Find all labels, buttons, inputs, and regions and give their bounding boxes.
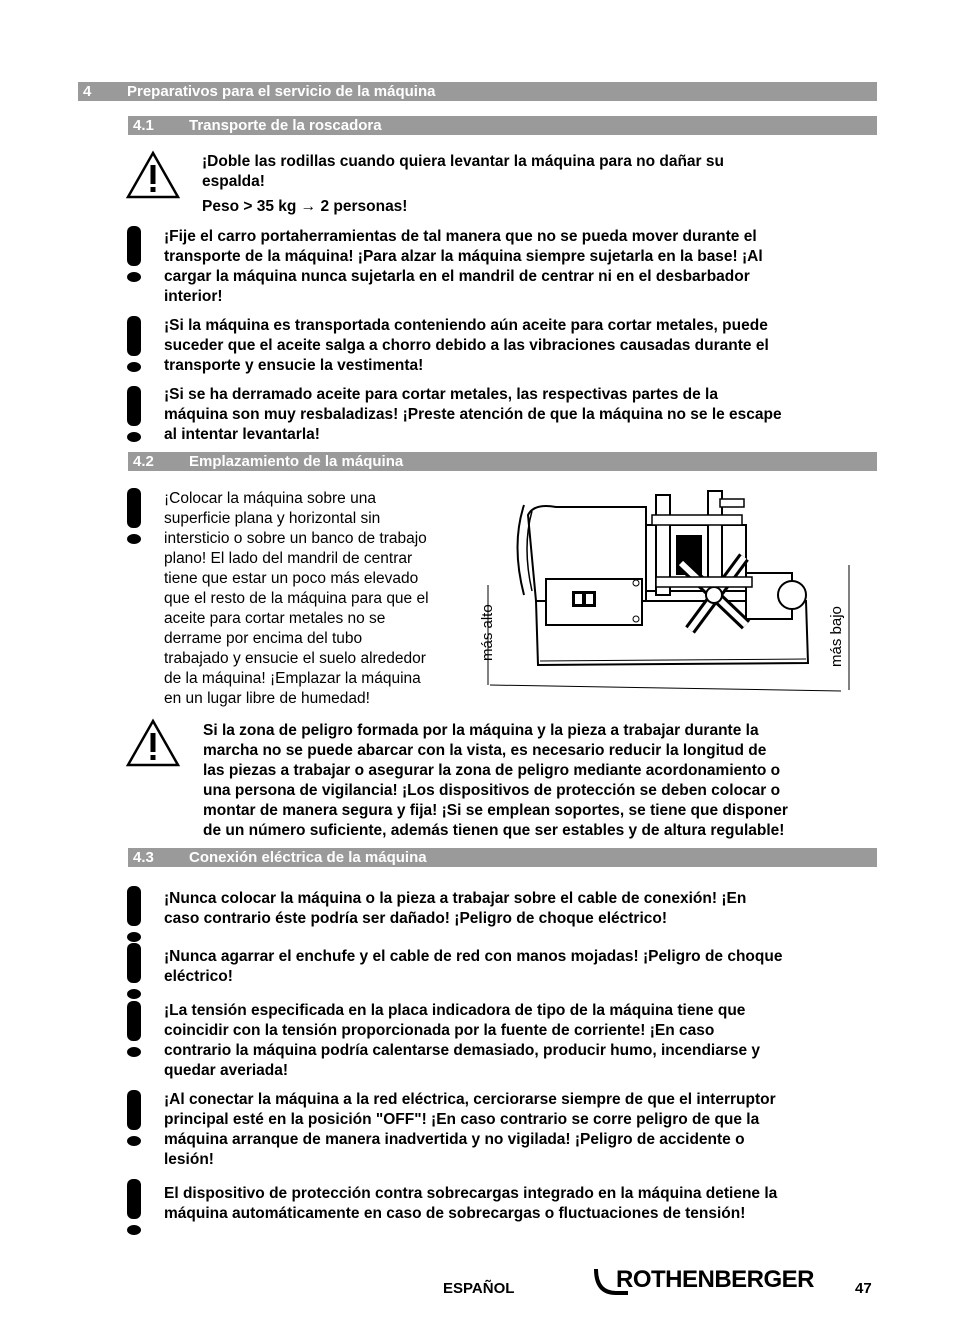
text-line: de la máquina! ¡Emplazar la máquina (164, 670, 421, 687)
text-line: una persona de vigilancia! ¡Los dispositivos de protección se deben colocar o (203, 782, 781, 799)
text-line: transporte de la máquina! ¡Para alzar la máquina siempre sujetarla en la base! ¡Al (164, 248, 763, 265)
text-line: lesión! (164, 1151, 214, 1168)
text-line: intersticio o sobre un banco de trabajo (164, 530, 427, 547)
text-line: las piezas a trabajar o asegurar la zona de peligro mediante acordonamiento o (203, 762, 781, 779)
note-cable (164, 889, 874, 929)
text-line: superficie plana y horizontal sin (164, 510, 381, 527)
exclamation-icon (124, 488, 144, 546)
section-header (78, 82, 877, 101)
text-line: caso contrario éste podría ser dañado! ¡Peligro de choque eléctrico! (164, 910, 668, 927)
note-oil-slippery (164, 385, 874, 445)
note-wet-hands (164, 947, 874, 987)
subsection-number: 4.2 (133, 453, 154, 470)
warning-danger-zone (203, 721, 883, 841)
text-line: ¡Fije el carro portaherramientas de tal manera que no se pueda mover durante el (164, 228, 757, 245)
text-line: suceder que el aceite salga a chorro debido a las vibraciones causadas durante el (164, 337, 769, 354)
text-line: espalda! (202, 173, 265, 190)
subsection-title: Transporte de la roscadora (189, 117, 382, 134)
footer-language: ESPAÑOL (443, 1280, 515, 1297)
subsection-header-4-1 (128, 116, 877, 135)
note-oil-spray (164, 316, 874, 376)
placement-paragraph (164, 489, 474, 709)
exclamation-icon (124, 226, 144, 284)
text-line: de un número suficiente, además tienen que ser estables y de altura regulable! (203, 822, 785, 839)
text-line: transporte y ensucie la vestimenta! (164, 357, 424, 374)
text-line: principal esté en la posición "OFF"! ¡En caso contrario se corre peligro de que la (164, 1111, 760, 1128)
note-carriage (164, 227, 874, 307)
text-line: quedar averiada! (164, 1062, 289, 1079)
note-voltage (164, 1001, 874, 1081)
text-line: en un lugar libre de humedad! (164, 690, 370, 707)
text-line: coincidir con la tensión proporcionada por la fuente de corriente! ¡En caso (164, 1022, 715, 1039)
text-line: máquina arranque de manera inadvertida y no vigilada! ¡Peligro de accidente o (164, 1131, 745, 1148)
text-line: ¡Si se ha derramado aceite para cortar metales, las respectivas partes de la (164, 386, 718, 403)
warning-triangle-icon (125, 150, 181, 200)
text-line: ¡Si la máquina es transportada conteniendo aún aceite para cortar metales, puede (164, 317, 768, 334)
text-line: El dispositivo de protección contra sobrecargas integrado en la máquina detiene la (164, 1185, 778, 1202)
exclamation-icon (124, 1090, 144, 1148)
subsection-title: Emplazamiento de la máquina (189, 453, 404, 470)
section-number: 4 (83, 83, 92, 100)
label-low: más bajo (828, 606, 845, 667)
text-line: contrario la máquina podría calentarse demasiado, producir humo, incendiarse y (164, 1042, 761, 1059)
brand-name: ROTHENBERGER (616, 1266, 815, 1293)
text-line: tiene que estar un poco más elevado (164, 570, 419, 587)
text-line: eléctrico! (164, 968, 233, 985)
subsection-number: 4.1 (133, 117, 154, 134)
text-line: ¡Al conectar la máquina a la red eléctrica, cerciorarse siempre de que el interruptor (164, 1091, 776, 1108)
text-line: Si la zona de peligro formada por la máquina y la pieza a trabajar durante la (203, 722, 759, 739)
text-line: ¡Nunca colocar la máquina o la pieza a trabajar sobre el cable de conexión! ¡En (164, 890, 747, 907)
text-line: ¡Nunca agarrar el enchufe y el cable de red con manos mojadas! ¡Peligro de choque (164, 948, 783, 965)
text-line: montar de manera segura y fija! ¡Si se emplean soportes, se tiene que disponer (203, 802, 788, 819)
exclamation-icon (124, 386, 144, 444)
page-number: 47 (855, 1280, 872, 1297)
machine-illustration (476, 485, 854, 693)
section-title: Preparativos para el servicio de la máquina (127, 83, 436, 100)
text-line: ¡Doble las rodillas cuando quiera levantar la máquina para no dañar su (202, 153, 724, 170)
label-high: más alto (479, 604, 496, 661)
text-line: al intentar levantarla! (164, 426, 320, 443)
exclamation-icon (124, 1179, 144, 1237)
text-line: máquina automáticamente en caso de sobrecargas o fluctuaciones de tensión! (164, 1205, 746, 1222)
text-line: plano! El lado del mandril de centrar (164, 550, 413, 567)
text-line: derrame por encima del tubo (164, 630, 363, 647)
subsection-header-4-2 (128, 452, 877, 471)
text-line: máquina son muy resbaladizas! ¡Preste atención de que la máquina no se le escape (164, 406, 782, 423)
weight-note: Peso > 35 kg → 2 personas! (202, 198, 408, 215)
rothenberger-logo (594, 1261, 834, 1299)
note-switch-off (164, 1090, 874, 1170)
exclamation-icon (124, 886, 144, 944)
note-overload (164, 1184, 874, 1224)
warning-text-lift (202, 152, 872, 192)
subsection-title: Conexión eléctrica de la máquina (189, 849, 427, 866)
subsection-header-4-3 (128, 848, 877, 867)
text-line: marcha no se puede abarcar con la vista, es necesario reducir la longitud de (203, 742, 767, 759)
text-line: cargar la máquina nunca sujetarla en el mandril de centrar ni en el desbarbador (164, 268, 750, 285)
exclamation-icon (124, 1001, 144, 1059)
text-line: ¡La tensión especificada en la placa indicadora de tipo de la máquina tiene que (164, 1002, 746, 1019)
text-line: aceite para cortar metales no se (164, 610, 386, 627)
exclamation-icon (124, 316, 144, 374)
text-line: interior! (164, 288, 223, 305)
text-line: trabajado y ensucie el suelo alrededor (164, 650, 426, 667)
exclamation-icon (124, 943, 144, 1001)
subsection-number: 4.3 (133, 849, 154, 866)
text-line: que el resto de la máquina para que el (164, 590, 429, 607)
text-line: ¡Colocar la máquina sobre una (164, 490, 376, 507)
warning-triangle-icon (125, 718, 181, 768)
